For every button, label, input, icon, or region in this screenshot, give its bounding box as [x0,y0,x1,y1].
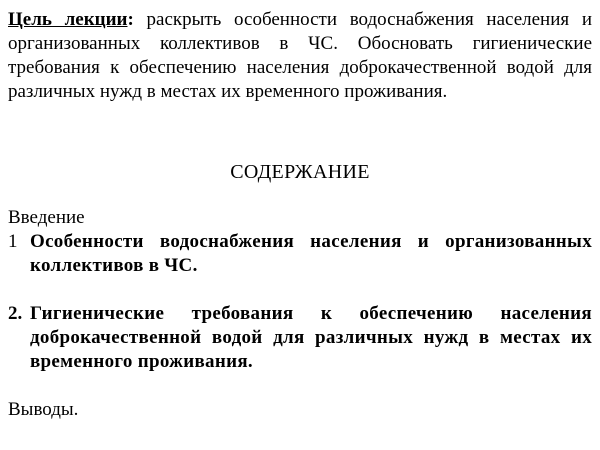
lecture-goal-text: раскрыть особенности водоснабжения населения и организованных коллективов в ЧС. Обосновать гигиенические требования к обеспечению населения доброкачественной водой для различных нужд в местах их временного проживания. [8,9,592,102]
lecture-goal-label: Цель лекции [8,9,128,30]
contents-introduction: Введение [8,207,85,228]
contents-item-1 [8,230,592,278]
contents-item-number: 2. [8,303,23,324]
contents-item-number: 1 [8,231,18,252]
contents-list [8,206,592,422]
contents-item-2 [8,302,592,374]
contents-conclusion: Выводы. [8,399,79,420]
lecture-goal-colon: : [127,9,134,30]
contents-item-text: Гигиенические требования к обеспечению населения доброкачественной водой для различных нужд в местах их временного проживания. [30,303,592,372]
lecture-goal-paragraph [8,8,592,104]
contents-item-text: Особенности водоснабжения населения и организованных коллективов в ЧС. [30,231,592,276]
contents-heading: СОДЕРЖАНИЕ [230,161,370,183]
